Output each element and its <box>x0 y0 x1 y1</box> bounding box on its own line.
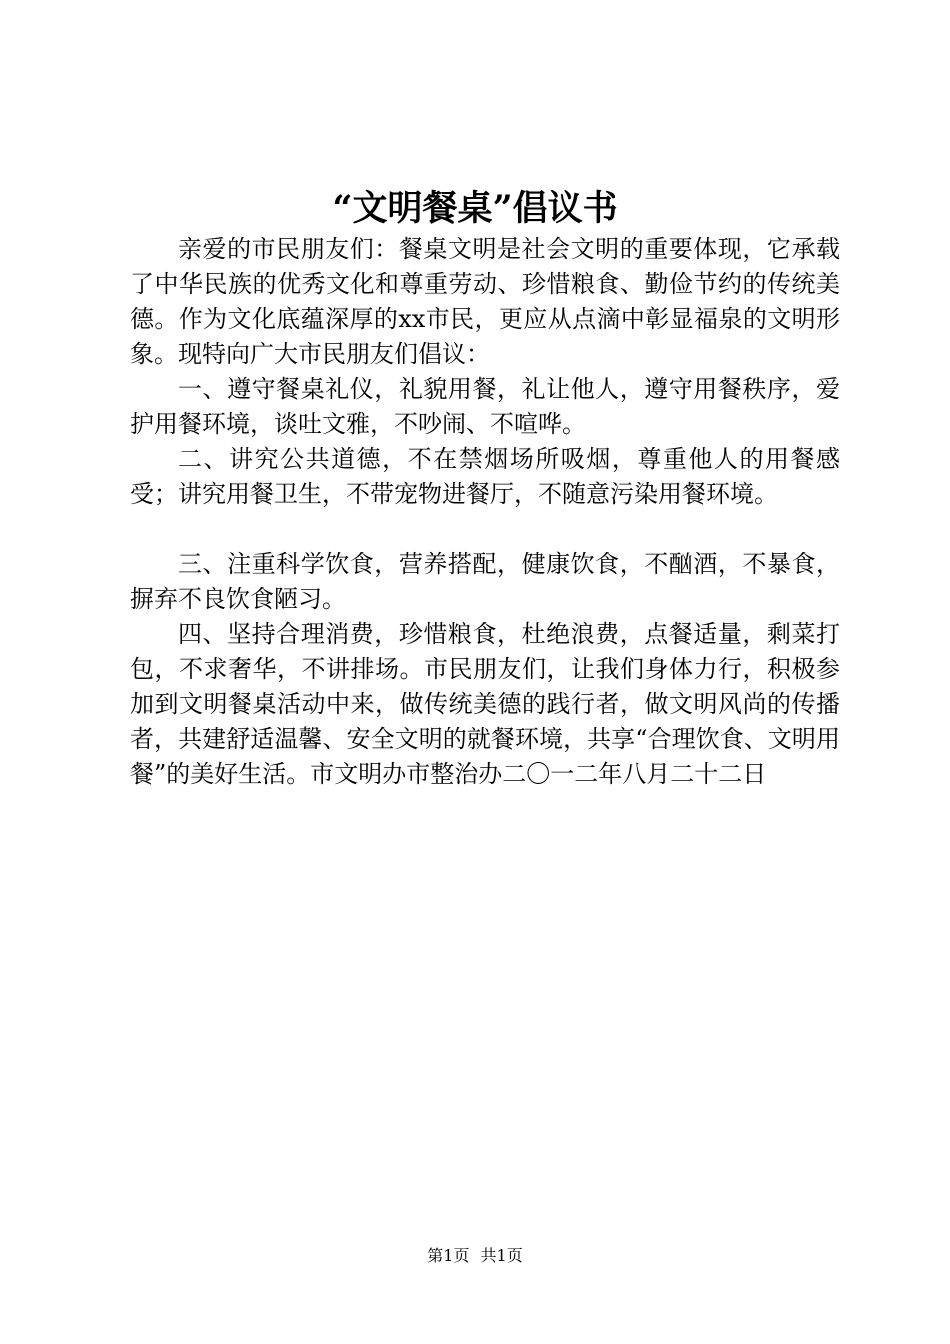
proposal-item-1: 一、遵守餐桌礼仪，礼貌用餐，礼让他人，遵守用餐秩序，爱护用餐环境，谈吐文雅，不吵闹、不喧哗。 <box>130 375 840 438</box>
document-body <box>130 232 840 792</box>
proposal-item-3: 三、注重科学饮食，营养搭配，健康饮食，不酗酒，不暴食，摒弃不良饮食陋习。 <box>130 550 840 613</box>
page-number: 第1页 <box>427 1246 470 1265</box>
greeting-paragraph: 亲爱的市民朋友们：餐桌文明是社会文明的重要体现，它承载了中华民族的优秀文化和尊重劳动、珍惜粮食、勤俭节约的传统美德。作为文化底蕴深厚的xx市民，更应从点滴中彰显福泉的文明形象。现特向广大市民朋友们倡议： <box>130 235 840 368</box>
page-footer <box>0 1244 950 1268</box>
document-title: “文明餐桌”倡议书 <box>332 188 618 229</box>
proposal-item-4: 四、坚持合理消费，珍惜粮食，杜绝浪费，点餐适量，剩菜打包，不求奢华，不讲排场。市民朋友们，让我们身体力行，积极参加到文明餐桌活动中来，做传统美德的践行者，做文明风尚的传播者，共建舒适温馨、安全文明的就餐环境，共享“合理饮食、文明用餐”的美好生活。市文明办市整治办二〇一二年八月二十二日 <box>130 620 840 788</box>
proposal-item-2: 二、讲究公共道德，不在禁烟场所吸烟，尊重他人的用餐感受；讲究用餐卫生，不带宠物进餐厅，不随意污染用餐环境。 <box>130 445 840 508</box>
page-total: 共1页 <box>480 1246 523 1265</box>
